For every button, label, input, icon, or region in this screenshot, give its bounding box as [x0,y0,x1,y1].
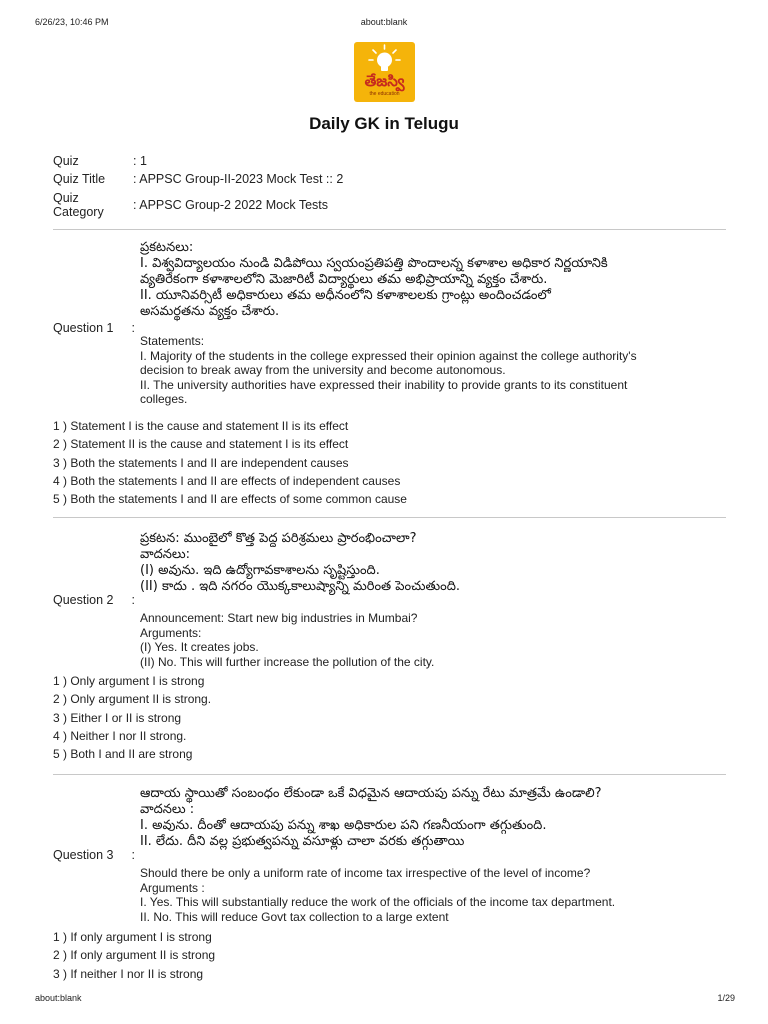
question-3-telugu-line: I. అవును. దీంతో ఆదాయపు పన్ను శాఖ అధికారుల పని గణనీయంగా తగ్గుతుంది. [140,818,547,833]
question-3-options [53,928,215,983]
answer-option[interactable]: 3 ) Either I or II is strong [53,710,182,725]
question-3-telugu-line: వాదనలు : [140,802,195,817]
question-2-telugu-line: (II) కాదు . ఇది నగరం యొక్కకాలుష్యాన్ని మరింత పెంచుతుంది. [140,579,461,594]
question-1-english-line: decision to break away from the university and become autonomous. [140,363,506,377]
lightbulb-icon [354,42,415,76]
answer-option[interactable]: 1 ) Only argument I is strong [53,674,205,688]
question-2-telugu-line: (I) అవును. ఇది ఉద్యోగావకాశాలను సృష్టిస్తుంది. [140,563,380,578]
question-3-label [53,848,135,862]
quiz-title-label: Quiz Title [53,172,106,186]
quiz-category-value: : APPSC Group-2 2022 Mock Tests [133,198,329,212]
question-2-english-line: (II) No. This will further increase the pollution of the city. [140,654,435,669]
question-2-text [140,531,720,669]
logo-tagline: the education [369,91,400,97]
question-2-number: Question 2 [53,593,114,607]
answer-option[interactable]: 2 ) If only argument II is strong [53,948,216,963]
question-1-colon: : [131,321,135,335]
question-1-english-line: Statements: [140,334,205,348]
question-2-english-line: Announcement: Start new big industries in Mumbai? [140,611,418,625]
quiz-title-value: : APPSC Group-II-2023 Mock Test :: 2 [133,172,344,186]
question-3-number: Question 3 [53,848,114,862]
answer-option[interactable]: 1 ) If only argument I is strong [53,930,212,944]
quiz-category-label-line2: Category [53,205,104,219]
answer-option[interactable]: 1 ) Statement I is the cause and statement II is its effect [53,419,349,433]
answer-option[interactable]: 2 ) Only argument II is strong. [53,692,212,707]
question-3-english-line: I. Yes. This will substantially reduce the work of the officials of the income tax department. [140,895,616,909]
print-datetime: 6/26/23, 10:46 PM [35,17,109,27]
quiz-value: : 1 [133,154,147,168]
divider [53,229,726,230]
answer-option[interactable]: 3 ) Both the statements I and II are independent causes [53,455,349,470]
question-1-telugu-line: అసమర్థతను వ్యక్తం చేశారు. [140,304,280,319]
print-page-title: about:blank [360,17,408,27]
question-2-colon: : [131,593,135,607]
quiz-category-label-line1: Quiz [53,191,79,205]
question-3-text [140,786,720,924]
answer-option[interactable]: 3 ) If neither I nor II is strong [53,966,204,981]
question-2-telugu-line: ప్రకటన: ముంబైలో కొత్త పెద్ద పరిశ్రమలు ప్రారంభించాలా? [140,531,417,546]
print-footer-url: about:blank [35,993,82,1003]
answer-option[interactable]: 4 ) Both the statements I and II are effects of independent causes [53,473,401,488]
question-1-number: Question 1 [53,321,114,335]
question-3-english-line: Arguments : [140,880,205,895]
question-3-colon: : [131,848,135,862]
question-1-options [53,417,407,508]
question-1-english-line: II. The university authorities have expressed their inability to provide grants to its constituent [140,377,628,392]
question-2-english-line: Arguments: [140,625,202,640]
question-1-telugu-line: వ్యతిరేకంగా కళాశాలలోని మెజారిటీ విద్యార్థులు తమ అభిప్రాయాన్ని వ్యక్తం చేశారు. [140,272,548,287]
answer-option[interactable]: 5 ) Both I and II are strong [53,747,193,762]
divider [53,774,726,775]
question-3-telugu-line: ఆదాయ స్థాయితో సంబంధం లేకుండా ఒకే విధమైన ఆదాయపు పన్ను రేటు మాత్రమే ఉండాలి? [140,786,602,801]
answer-option[interactable]: 4 ) Neither I nor II strong. [53,728,187,743]
divider [53,517,726,518]
answer-option[interactable]: 2 ) Statement II is the cause and statement I is its effect [53,437,349,452]
question-2-label [53,593,135,607]
question-1-english-line: colleges. [140,392,188,406]
question-1-english-line: I. Majority of the students in the college expressed their opinion against the college authority's [140,348,637,363]
page-title: Daily GK in Telugu [309,114,459,133]
question-1-text [140,240,720,407]
question-2-english-line: (I) Yes. It creates jobs. [140,640,259,654]
question-1-telugu-line: ప్రకటనలు: [140,240,194,255]
question-2-options [53,672,211,763]
question-3-english-line: Should there be only a uniform rate of income tax irrespective of the level of income? [140,866,591,880]
quiz-category-label [53,191,133,219]
print-page-number: 1/29 [717,993,735,1003]
question-3-english-line: II. No. This will reduce Govt tax collection to a large extent [140,909,449,924]
question-2-telugu-line: వాదనలు: [140,547,191,562]
site-logo [354,42,415,102]
quiz-label: Quiz [53,154,79,168]
answer-option[interactable]: 5 ) Both the statements I and II are effects of some common cause [53,492,407,507]
question-1-telugu-line: II. యూనివర్సిటీ అధికారులు తమ అధీనంలోని కళాశాలలకు గ్రాంట్లు అందించడంలో [140,288,551,303]
question-3-telugu-line: II. లేదు. దీని వల్ల ప్రభుత్వపన్ను వసూళ్లు చాలా వరకు తగ్గుతాయి [140,834,465,849]
question-1-label [53,321,135,335]
question-1-telugu-line: I. విశ్వవిద్యాలయం నుండి విడిపోయి స్వయంప్రతిపత్తి పొందాలన్న కళాశాల అధికార నిర్ణయానికి [140,256,608,271]
logo-text: తేజస్వి [364,73,405,90]
